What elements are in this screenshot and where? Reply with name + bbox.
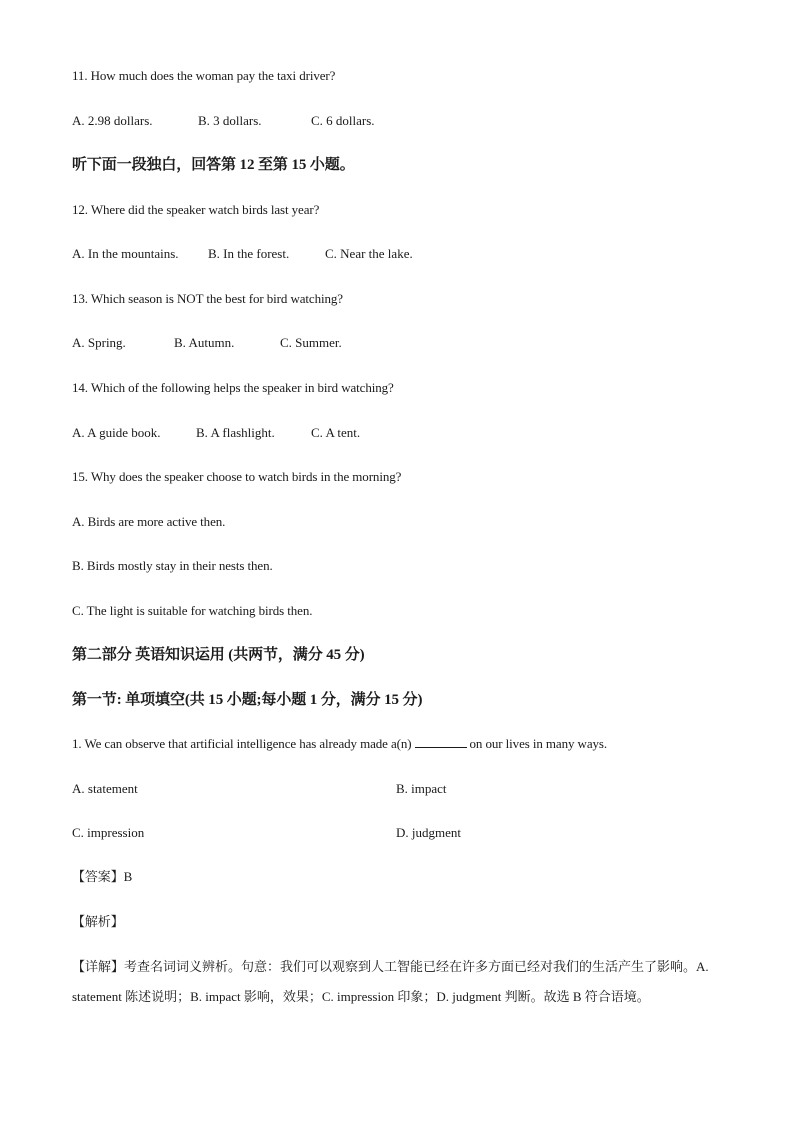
mc-question-1: [72, 736, 607, 752]
detail-label: 【详解】: [72, 959, 125, 974]
q12-option-b: B. In the forest.: [208, 246, 290, 261]
answer-label: 【答案】: [72, 869, 124, 884]
answer-line: [72, 869, 132, 885]
question-14: 14. Which of the following helps the speaker in bird watching?: [72, 380, 394, 395]
answer-value: B: [123, 869, 133, 884]
q13-option-b: B. Autumn.: [174, 335, 235, 350]
q14-option-c: C. A tent.: [311, 425, 361, 440]
mc-question-1-text-before: 1. We can observe that artificial intelligence has already made a(n): [72, 736, 412, 751]
q12-option-a: A. In the mountains.: [72, 246, 179, 261]
q11-option-a: A. 2.98 dollars.: [72, 113, 153, 128]
q15-option-b: B. Birds mostly stay in their nests then.: [72, 558, 273, 573]
detail-explanation: [72, 952, 724, 1012]
q14-option-a: A. A guide book.: [72, 425, 161, 440]
q13-option-a: A. Spring.: [72, 335, 126, 350]
q12-option-c: C. Near the lake.: [325, 246, 413, 261]
part2-heading: 第二部分 英语知识运用 (共两节，满分 45 分): [72, 647, 365, 663]
question-13: 13. Which season is NOT the best for bird watching?: [72, 291, 343, 306]
mc1-option-c: C. impression: [72, 825, 145, 840]
question-11: 11. How much does the woman pay the taxi driver?: [72, 68, 336, 83]
q15-option-a: A. Birds are more active then.: [72, 514, 226, 529]
section1-heading: 第一节: 单项填空(共 15 小题;每小题 1 分，满分 15 分): [72, 692, 423, 708]
detail-text: 考查名词词义辨析。句意：我们可以观察到人工智能已经在许多方面已经对我们的生活产生了影响。A. statement 陈述说明；B. impact 影响，效果；C. impression 印象；D. judgment 判断。故选 B 符合语境。: [72, 959, 709, 1004]
q15-option-c: C. The light is suitable for watching birds then.: [72, 603, 313, 618]
q11-option-c: C. 6 dollars.: [311, 113, 375, 128]
monologue-section-heading: 听下面一段独白，回答第 12 至第 15 小题。: [72, 157, 355, 173]
q11-option-b: B. 3 dollars.: [198, 113, 262, 128]
mc1-option-d: D. judgment: [396, 825, 461, 840]
mc1-option-a: A. statement: [72, 781, 138, 796]
question-15: 15. Why does the speaker choose to watch birds in the morning?: [72, 469, 402, 484]
q13-option-c: C. Summer.: [280, 335, 342, 350]
analysis-label: 【解析】: [72, 914, 124, 929]
question-12: 12. Where did the speaker watch birds last year?: [72, 202, 320, 217]
q14-option-b: B. A flashlight.: [196, 425, 275, 440]
answer-blank: [415, 736, 467, 748]
mc1-option-b: B. impact: [396, 781, 447, 796]
mc-question-1-text-after: on our lives in many ways.: [469, 736, 608, 751]
